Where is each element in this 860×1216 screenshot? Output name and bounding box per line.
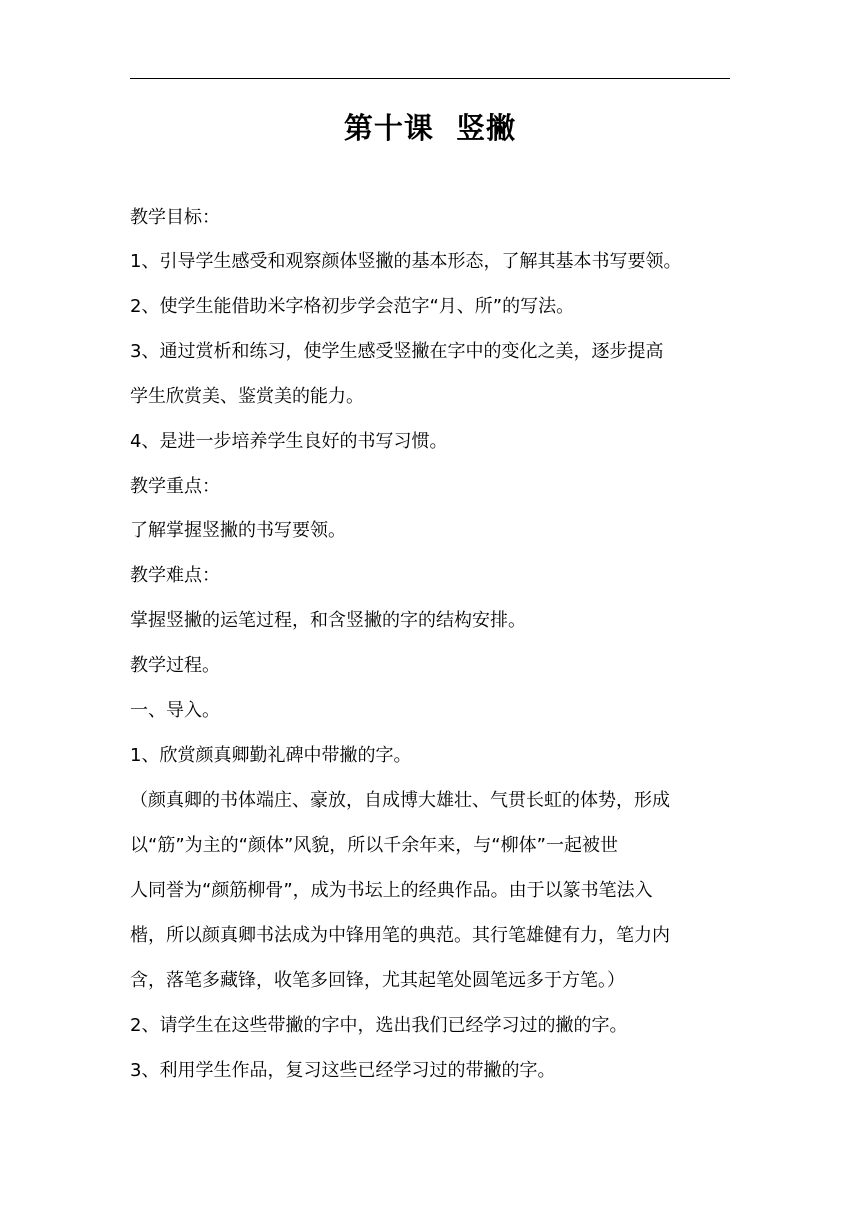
process-step-intro: 一、导入。 [130, 700, 220, 721]
paragraph-line-5: 含，落笔多藏锋，收笔多回锋，尤其起笔处圆笔远多于方笔。） [130, 970, 625, 991]
objective-3-line-2: 学生欣赏美、鉴赏美的能力。 [130, 386, 364, 407]
page-title: 第十课 竖撇 [343, 111, 517, 145]
intro-step-2: 2、请学生在这些带撇的字中，选出我们已经学习过的撇的字。 [130, 1015, 628, 1036]
paragraph-line-4: 楷，所以颜真卿书法成为中锋用笔的典范。其行笔雄健有力，笔力内 [130, 925, 670, 946]
section-heading-process: 教学过程。 [130, 655, 220, 676]
key-point-text: 了解掌握竖撇的书写要领。 [130, 520, 346, 541]
difficulty-text: 掌握竖撇的运笔过程，和含竖撇的字的结构安排。 [130, 610, 526, 631]
section-heading-key-point: 教学重点： [130, 476, 220, 497]
paragraph-line-1: （颜真卿的书体端庄、豪放，自成博大雄壮、气贯长虹的体势，形成 [130, 790, 670, 811]
section-heading-difficulty: 教学难点： [130, 565, 220, 586]
header-rule [130, 78, 730, 79]
paragraph-line-3: 人同誉为“颜筋柳骨”，成为书坛上的经典作品。由于以篆书笔法入 [130, 880, 653, 901]
objective-2: 2、使学生能借助米字格初步学会范字“月、所”的写法。 [130, 296, 575, 317]
section-heading-objectives: 教学目标： [130, 207, 220, 228]
objective-1: 1、引导学生感受和观察颜体竖撇的基本形态，了解其基本书写要领。 [130, 251, 682, 272]
paragraph-line-2: 以“筋”为主的“颜体”风貌，所以千余年来，与“柳体”一起被世 [130, 835, 618, 856]
objective-4: 4、是进一步培养学生良好的书写习惯。 [130, 431, 448, 452]
intro-step-1: 1、欣赏颜真卿勤礼碑中带撇的字。 [130, 745, 412, 766]
intro-step-3: 3、利用学生作品，复习这些已经学习过的带撇的字。 [130, 1060, 556, 1081]
objective-3-line-1: 3、通过赏析和练习，使学生感受竖撇在字中的变化之美，逐步提高 [130, 341, 664, 362]
